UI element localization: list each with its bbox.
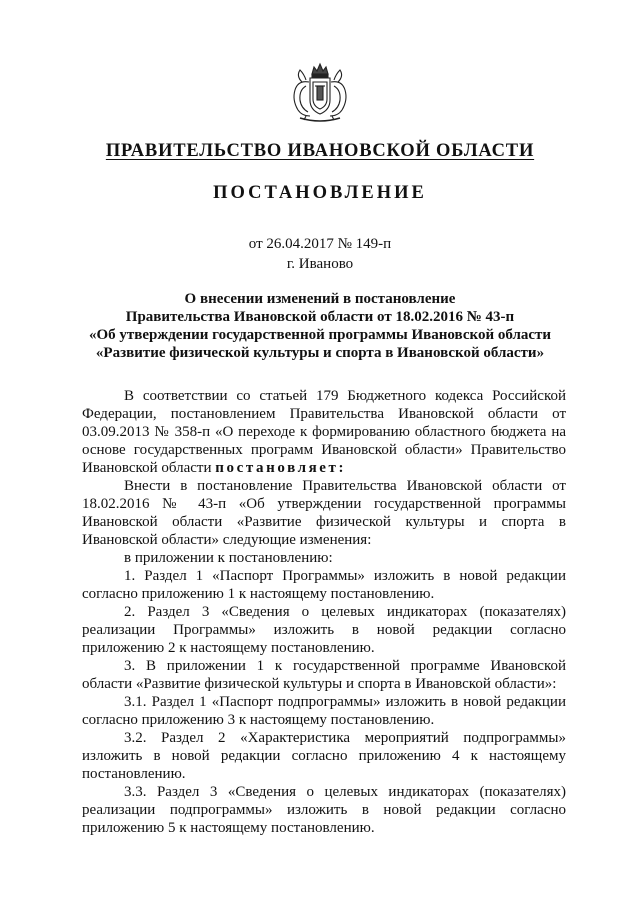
document-type: ПОСТАНОВЛЕНИЕ	[213, 183, 427, 203]
subject-line: «Развитие физической культуры и спорта в Ивановской области»	[95, 345, 545, 361]
decree-subject	[60, 290, 580, 362]
subject-line: «Об утверждении государственной программы Ивановской области	[88, 327, 552, 343]
paragraph-item-3: 3. В приложении 1 к государственной программе Ивановской области «Развитие физической культуры и спорта в Ивановской области»:	[82, 658, 566, 692]
decree-body	[82, 387, 566, 837]
government-name: ПРАВИТЕЛЬСТВО ИВАНОВСКОЙ ОБЛАСТИ	[105, 141, 535, 161]
decree-city: г. Иваново	[286, 256, 354, 272]
paragraph-item-3-3: 3.3. Раздел 3 «Сведения о целевых индикаторах (показателях) реализации подпрограммы» изложить в новой редакции согласно приложению 5 к настоящему постановлению.	[82, 784, 566, 836]
subject-line: Правительства Ивановской области от 18.02.2016 № 43-п	[125, 309, 515, 325]
coat-of-arms-icon	[286, 60, 354, 124]
preamble-text: В соответствии со статьей 179 Бюджетного кодекса Российской Федерации, постановлением Правительства Ивановской области от 03.09.2013 № 358-п «О переходе к формированию областного бюджета на основе государственных программ Ивановской области» Правительство Ивановской области	[82, 388, 566, 476]
paragraph-amend: Внести в постановление Правительства Ивановской области от 18.02.2016 № 43-п «Об утверждении государственной программы Ивановской области «Развитие физической культуры и спорта в Ивановской области» следующие изменения:	[82, 478, 566, 548]
paragraph-appendix: в приложении к постановлению:	[124, 550, 333, 566]
paragraph-item-2: 2. Раздел 3 «Сведения о целевых индикаторах (показателях) реализации Программы» изложить в новой редакции согласно приложению 2 к настоящему постановлению.	[82, 604, 566, 656]
paragraph-preamble	[82, 387, 566, 477]
paragraph-item-3-2: 3.2. Раздел 2 «Характеристика мероприятий подпрограммы» изложить в новой редакции согласно приложению 4 к настоящему постановлению.	[82, 730, 566, 782]
decree-keyword: постановляет:	[215, 460, 347, 476]
paragraph-item-1: 1. Раздел 1 «Паспорт Программы» изложить в новой редакции согласно приложению 1 к настоящему постановлению.	[82, 568, 566, 602]
paragraph-item-3-1: 3.1. Раздел 1 «Паспорт подпрограммы» изложить в новой редакции согласно приложению 3 к настоящему постановлению.	[82, 694, 566, 728]
subject-line: О внесении изменений в постановление	[184, 291, 456, 307]
decree-date-number: от 26.04.2017 № 149-п	[248, 236, 392, 252]
